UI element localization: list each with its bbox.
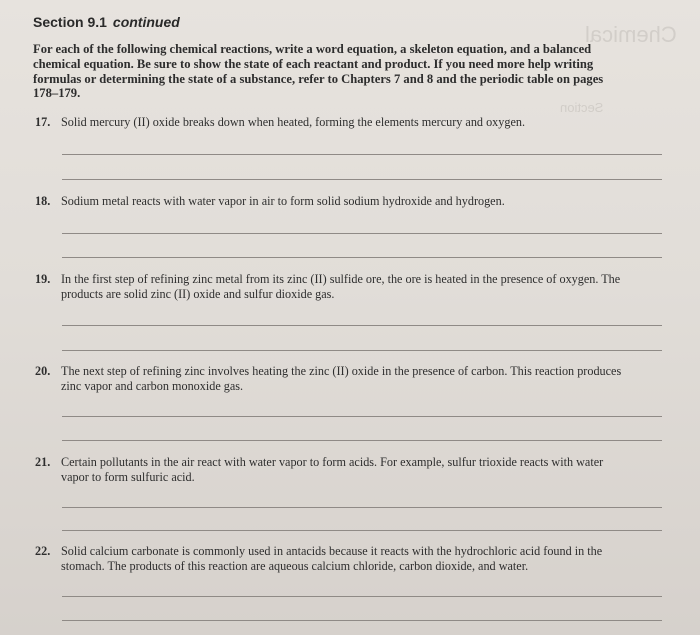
answer-line[interactable]: [62, 416, 662, 417]
question-text: products are solid zinc (II) oxide and sulfur dioxide gas.: [61, 286, 335, 301]
answer-line[interactable]: [62, 350, 662, 351]
question-number: 21.: [35, 455, 51, 469]
answer-line[interactable]: [62, 257, 662, 258]
answer-line[interactable]: [62, 596, 662, 597]
answer-line[interactable]: [62, 507, 662, 508]
question-text: Solid calcium carbonate is commonly used in antacids because it reacts with the hydrochloric acid found in the: [61, 544, 603, 558]
question-19: [35, 272, 660, 301]
question-number: 17.: [35, 115, 51, 129]
question-text: Certain pollutants in the air react with water vapor to form acids. For example, sulfur trioxide reacts with water: [61, 455, 604, 469]
section-continued: continued: [112, 14, 180, 30]
answer-line[interactable]: [62, 325, 662, 326]
question-22: [35, 544, 660, 573]
question-text: In the first step of refining zinc metal from its zinc (II) sulfide ore, the ore is heated in the presence of oxygen. The: [61, 272, 621, 286]
answer-line[interactable]: [62, 233, 662, 234]
answer-line[interactable]: [62, 179, 662, 180]
question-number: 20.: [35, 364, 51, 378]
question-number: 18.: [35, 194, 51, 208]
question-20: [35, 364, 660, 393]
question-text: zinc vapor and carbon monoxide gas.: [61, 378, 244, 393]
bleed-through-text: Section: [560, 100, 604, 115]
section-header: [33, 14, 180, 30]
answer-line[interactable]: [62, 440, 662, 441]
question-text: Sodium metal reacts with water vapor in air to form solid sodium hydroxide and hydrogen.: [61, 194, 505, 208]
question-text: The next step of refining zinc involves heating the zinc (II) oxide in the presence of carbon. This reaction produces: [61, 364, 622, 378]
bleed-through-text: Chemical: [585, 22, 677, 47]
question-18: [35, 194, 660, 209]
question-21: [35, 455, 660, 484]
question-text: Solid mercury (II) oxide breaks down when heated, forming the elements mercury and oxygen.: [61, 115, 525, 129]
answer-line[interactable]: [62, 154, 662, 155]
question-text: vapor to form sulfuric acid.: [61, 469, 195, 484]
question-number: 19.: [35, 272, 51, 286]
question-number: 22.: [35, 544, 51, 558]
question-17: [35, 115, 660, 130]
section-title: Section 9.1: [33, 14, 107, 30]
question-text: stomach. The products of this reaction are aqueous calcium chloride, carbon dioxide, and water.: [61, 558, 529, 573]
answer-line[interactable]: [62, 530, 662, 531]
answer-line[interactable]: [62, 620, 662, 621]
instructions: For each of the following chemical reactions, write a word equation, a skeleton equation, and a balanced chemical equation. Be sure to show the state of each reactant and product. If you need more help writing formulas or determining the state of a substance, refer to Chapters 7 and 8 and the periodic table on pages 178–179.: [33, 42, 604, 101]
